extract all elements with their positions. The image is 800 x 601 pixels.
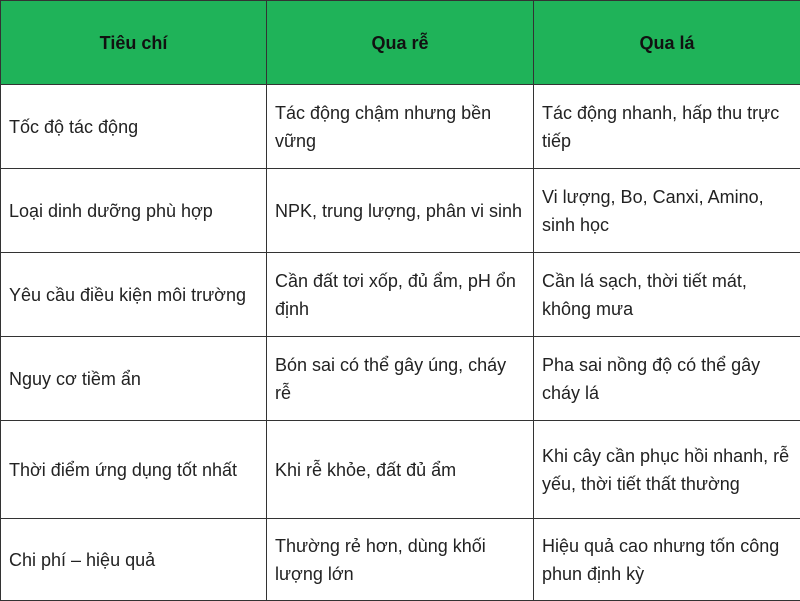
cell-criteria: Thời điểm ứng dụng tốt nhất bbox=[1, 421, 267, 519]
cell-leaf: Tác động nhanh, hấp thu trực tiếp bbox=[534, 85, 800, 169]
cell-root: NPK, trung lượng, phân vi sinh bbox=[267, 169, 534, 253]
cell-criteria: Tốc độ tác động bbox=[1, 85, 267, 169]
cell-leaf: Khi cây cần phục hồi nhanh, rễ yếu, thời tiết thất thường bbox=[534, 421, 800, 519]
header-row bbox=[1, 1, 800, 85]
cell-root: Bón sai có thể gây úng, cháy rễ bbox=[267, 337, 534, 421]
cell-root: Thường rẻ hơn, dùng khối lượng lớn bbox=[267, 519, 534, 601]
cell-root: Tác động chậm nhưng bền vững bbox=[267, 85, 534, 169]
cell-criteria: Loại dinh dưỡng phù hợp bbox=[1, 169, 267, 253]
header-criteria: Tiêu chí bbox=[1, 1, 267, 85]
cell-root: Khi rễ khỏe, đất đủ ẩm bbox=[267, 421, 534, 519]
cell-criteria: Yêu cầu điều kiện môi trường bbox=[1, 253, 267, 337]
table-row bbox=[1, 253, 800, 337]
table-row bbox=[1, 519, 800, 601]
table-row bbox=[1, 85, 800, 169]
cell-leaf: Pha sai nồng độ có thể gây cháy lá bbox=[534, 337, 800, 421]
cell-leaf: Vi lượng, Bo, Canxi, Amino, sinh học bbox=[534, 169, 800, 253]
cell-leaf: Cần lá sạch, thời tiết mát, không mưa bbox=[534, 253, 800, 337]
table-row bbox=[1, 421, 800, 519]
cell-criteria: Chi phí – hiệu quả bbox=[1, 519, 267, 601]
header-leaf: Qua lá bbox=[534, 1, 800, 85]
cell-leaf: Hiệu quả cao nhưng tốn công phun định kỳ bbox=[534, 519, 800, 601]
cell-criteria: Nguy cơ tiềm ẩn bbox=[1, 337, 267, 421]
table-row bbox=[1, 169, 800, 253]
table-row bbox=[1, 337, 800, 421]
header-root: Qua rễ bbox=[267, 1, 534, 85]
cell-root: Cần đất tơi xốp, đủ ẩm, pH ổn định bbox=[267, 253, 534, 337]
